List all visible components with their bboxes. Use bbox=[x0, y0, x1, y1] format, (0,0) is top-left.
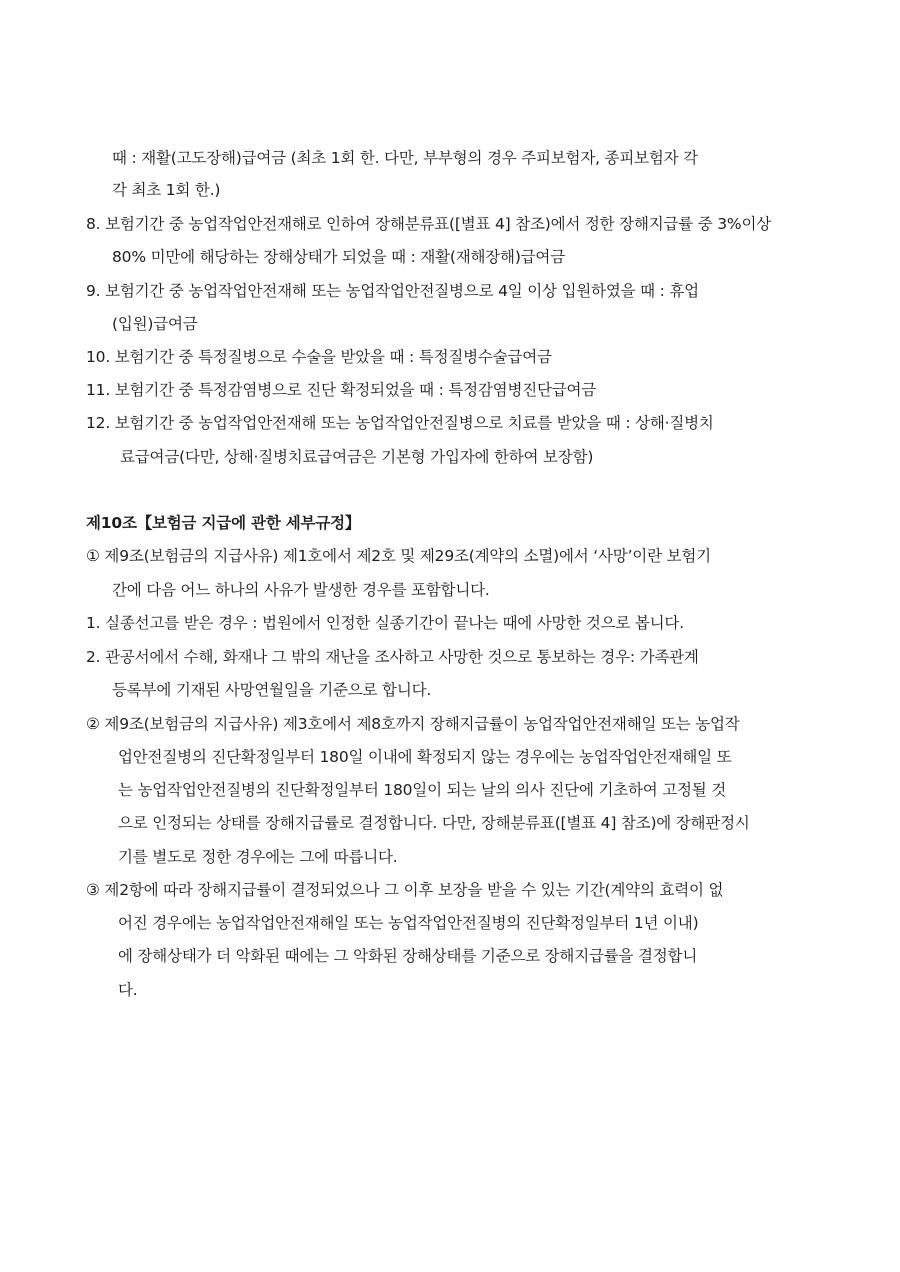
article10-para2-line3: 는 농업작업안전질병의 진단확정일부터 180일이 되는 날의 의사 진단에 기초하여 고정될 것 bbox=[118, 781, 727, 799]
item9-line1: 9. 보험기간 중 농업작업안전재해 또는 농업작업안전질병으로 4일 이상 입원하였을 때 : 휴업 bbox=[86, 282, 699, 300]
article10-para3-line2: 어진 경우에는 농업작업안전재해일 또는 농업작업안전질병의 진단확정일부터 1년 이내) bbox=[118, 914, 699, 932]
article10-para3-line4: 다. bbox=[118, 981, 138, 999]
article10-para1-line1: ① 제9조(보험금의 지급사유) 제1호에서 제2호 및 제29조(계약의 소멸)에서 ‘사망’이란 보험기 bbox=[86, 547, 711, 565]
item8-line1: 8. 보험기간 중 농업작업안전재해로 인하여 장해분류표([별표 4] 참조)에서 정한 장해지급률 중 3%이상 bbox=[86, 215, 772, 233]
article10-para3-line3: 에 장해상태가 더 악화된 때에는 그 악화된 장해상태를 기준으로 장해지급률을 결정합니 bbox=[118, 947, 698, 965]
article10-para2-line5: 기를 별도로 정한 경우에는 그에 따릅니다. bbox=[118, 848, 398, 866]
article10-sub2-line1: 2. 관공서에서 수해, 화재나 그 밖의 재난을 조사하고 사망한 것으로 통보하는 경우: 가족관계 bbox=[86, 648, 699, 666]
item10-line: 10. 보험기간 중 특정질병으로 수술을 받았을 때 : 특정질병수술급여금 bbox=[86, 348, 552, 366]
item12-line1: 12. 보험기간 중 농업작업안전재해 또는 농업작업안전질병으로 치료를 받았을 때 : 상해·질병치 bbox=[86, 414, 714, 432]
article10-para2-line1: ② 제9조(보험금의 지급사유) 제3호에서 제8호까지 장해지급률이 농업작업안전재해일 또는 농업작 bbox=[86, 715, 740, 733]
article10-para3-line1: ③ 제2항에 따라 장해지급률이 결정되었으나 그 이후 보장을 받을 수 있는 기간(계약의 효력이 없 bbox=[86, 881, 724, 899]
article10-para2-line4: 으로 인정되는 상태를 장해지급률로 결정합니다. 다만, 장해분류표([별표 4] 참조)에 장해판정시 bbox=[118, 814, 750, 832]
article10-para1-line2: 간에 다음 어느 하나의 사유가 발생한 경우를 포함합니다. bbox=[112, 581, 490, 599]
article10-heading: 제10조【보험금 지급에 관한 세부규정】 bbox=[86, 514, 361, 532]
item8-line2: 80% 미만에 해당하는 장해상태가 되었을 때 : 재활(재해장해)급여금 bbox=[112, 248, 565, 266]
article10-sub2-line2: 등록부에 기재된 사망연월일을 기준으로 합니다. bbox=[112, 681, 432, 699]
item7-continuation-line1: 때 : 재활(고도장해)급여금 (최초 1회 한. 다만, 부부형의 경우 주피보험자, 종피보험자 각 bbox=[112, 149, 698, 167]
article10-sub1-line: 1. 실종선고를 받은 경우 : 법원에서 인정한 실종기간이 끝나는 때에 사망한 것으로 봅니다. bbox=[86, 614, 684, 632]
item11-line: 11. 보험기간 중 특정감염병으로 진단 확정되었을 때 : 특정감염병진단급여금 bbox=[86, 381, 597, 399]
item7-continuation-line2: 각 최초 1회 한.) bbox=[112, 181, 221, 199]
item12-line2: 료급여금(다만, 상해·질병치료급여금은 기본형 가입자에 한하여 보장함) bbox=[120, 448, 594, 466]
article10-para2-line2: 업안전질병의 진단확정일부터 180일 이내에 확정되지 않는 경우에는 농업작업안전재해일 또 bbox=[118, 748, 732, 766]
item9-line2: (입원)급여금 bbox=[112, 315, 198, 333]
